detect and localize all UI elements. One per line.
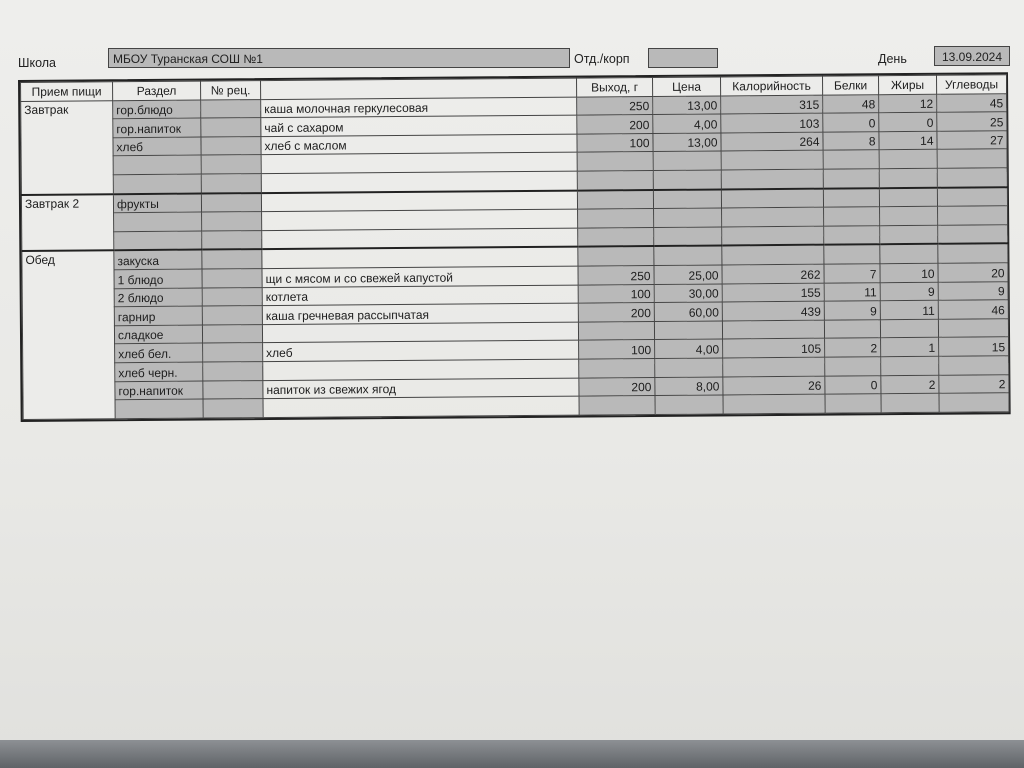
fat-cell: 12: [879, 94, 937, 113]
section-cell: [114, 231, 202, 251]
meal-name-cell: Завтрак 2: [21, 194, 113, 252]
fat-cell: 11: [880, 300, 938, 319]
recipe-no-cell: [202, 230, 262, 250]
table-body: [21, 93, 1009, 419]
column-weight-header: Выход, г: [577, 78, 653, 97]
carbs-cell: 46: [938, 300, 1008, 319]
recipe-no-cell: [201, 174, 261, 194]
weight-cell: [578, 246, 654, 266]
fat-cell: 10: [880, 263, 938, 282]
protein-cell: [824, 319, 880, 338]
calories-cell: 315: [721, 95, 823, 114]
dish-cell: [263, 396, 579, 417]
calories-cell: [721, 188, 823, 208]
school-label: Школа: [18, 56, 56, 70]
carbs-cell: [938, 224, 1008, 244]
fat-cell: 9: [880, 282, 938, 301]
carbs-cell: [937, 168, 1007, 188]
column-protein-header: Белки: [822, 76, 878, 95]
dish-cell: [261, 190, 577, 212]
protein-cell: 0: [825, 375, 881, 394]
weight-cell: [578, 209, 654, 228]
carbs-cell: 20: [938, 263, 1008, 282]
calories-cell: [722, 207, 824, 226]
protein-cell: 7: [824, 264, 880, 283]
protein-cell: 8: [823, 132, 879, 151]
protein-cell: 0: [823, 113, 879, 132]
protein-cell: 2: [825, 338, 881, 357]
protein-cell: [823, 150, 879, 169]
protein-cell: [824, 207, 880, 226]
weight-cell: 200: [578, 303, 654, 322]
price-cell: 13,00: [653, 96, 721, 115]
fat-cell: 2: [881, 375, 939, 394]
weight-cell: [579, 396, 655, 415]
section-cell: хлеб: [113, 137, 201, 156]
protein-cell: [824, 225, 880, 245]
department-field: [648, 48, 718, 68]
section-cell: 1 блюдо: [114, 269, 202, 288]
price-cell: [654, 321, 722, 340]
section-cell: [113, 174, 201, 194]
carbs-cell: 9: [938, 281, 1008, 300]
price-cell: 25,00: [654, 265, 722, 284]
section-cell: сладкое: [114, 325, 202, 344]
carbs-cell: [939, 393, 1009, 412]
protein-cell: 48: [823, 94, 879, 113]
fat-cell: 0: [879, 112, 937, 131]
weight-cell: [577, 170, 653, 190]
protein-cell: 11: [824, 282, 880, 301]
column-dish-header: [261, 78, 577, 99]
section-cell: хлеб черн.: [115, 362, 203, 381]
weight-cell: 100: [578, 284, 654, 303]
dish-cell: хлеб с маслом: [261, 134, 577, 155]
carbs-cell: 2: [939, 374, 1009, 393]
calories-cell: 439: [722, 301, 824, 320]
recipe-no-cell: [203, 399, 263, 418]
recipe-no-cell: [202, 306, 262, 325]
protein-cell: 9: [824, 301, 880, 320]
calories-cell: 155: [722, 283, 824, 302]
price-cell: 30,00: [654, 284, 722, 303]
column-price-header: Цена: [653, 77, 721, 96]
price-cell: 8,00: [655, 376, 723, 395]
fat-cell: [879, 168, 937, 188]
carbs-cell: 15: [939, 337, 1009, 356]
recipe-no-cell: [202, 212, 262, 231]
day-field: 13.09.2024: [934, 46, 1010, 66]
protein-cell: [824, 245, 880, 265]
column-recipe-no-header: № рец.: [201, 81, 261, 100]
price-cell: [655, 358, 723, 377]
section-cell: гор.напиток: [115, 381, 203, 400]
weight-cell: [579, 358, 655, 377]
dish-cell: [261, 152, 577, 173]
recipe-no-cell: [202, 249, 262, 269]
calories-cell: [722, 226, 824, 246]
dish-cell: [262, 228, 578, 250]
price-cell: [653, 170, 721, 190]
dish-cell: чай с сахаром: [261, 115, 577, 136]
calories-cell: 26: [723, 376, 825, 395]
recipe-no-cell: [202, 324, 262, 343]
column-calories-header: Калорийность: [720, 76, 822, 95]
recipe-no-cell: [201, 136, 261, 155]
calories-cell: [721, 151, 823, 170]
weight-cell: [577, 190, 653, 210]
protein-cell: [825, 357, 881, 376]
section-cell: закуска: [114, 250, 202, 270]
section-cell: гор.блюдо: [113, 100, 201, 119]
fat-cell: 14: [879, 131, 937, 150]
recipe-no-cell: [201, 118, 261, 137]
recipe-no-cell: [201, 99, 261, 118]
weight-cell: [577, 152, 653, 171]
price-cell: 4,00: [655, 339, 723, 358]
weight-cell: [578, 321, 654, 340]
menu-table: [20, 74, 1010, 419]
calories-cell: 262: [722, 264, 824, 283]
carbs-cell: [939, 356, 1009, 375]
calories-cell: [722, 320, 824, 339]
department-label: Отд./корп: [574, 52, 630, 66]
fat-cell: [880, 244, 938, 264]
dish-cell: [261, 171, 577, 193]
price-cell: [655, 395, 723, 414]
column-carbs-header: Углеводы: [936, 75, 1006, 94]
carbs-cell: [937, 187, 1007, 207]
meal-name-cell: Завтрак: [21, 100, 114, 194]
carbs-cell: 45: [937, 93, 1007, 112]
price-cell: 13,00: [653, 133, 721, 152]
section-cell: хлеб бел.: [115, 343, 203, 362]
dish-cell: напиток из свежих ягод: [263, 378, 579, 399]
price-cell: [654, 246, 722, 266]
carbs-cell: [937, 149, 1007, 168]
dish-cell: хлеб: [263, 340, 579, 361]
fat-cell: [881, 356, 939, 375]
carbs-cell: [938, 206, 1008, 225]
column-meal-header: Прием пищи: [21, 82, 113, 101]
menu-header: [18, 44, 1010, 74]
price-cell: 4,00: [653, 114, 721, 133]
dish-cell: [263, 359, 579, 380]
price-cell: [654, 227, 722, 247]
protein-cell: [825, 394, 881, 413]
dish-cell: каша гречневая рассыпчатая: [262, 303, 578, 324]
school-name-field: МБОУ Туранская СОШ №1: [108, 48, 570, 68]
carbs-cell: [938, 318, 1008, 337]
section-cell: 2 блюдо: [114, 288, 202, 307]
fat-cell: [879, 187, 937, 207]
recipe-no-cell: [201, 155, 261, 174]
price-cell: [653, 151, 721, 170]
weight-cell: 200: [577, 115, 653, 134]
weight-cell: [578, 227, 654, 247]
column-section-header: Раздел: [113, 81, 201, 100]
price-cell: 60,00: [654, 302, 722, 321]
section-cell: гор.напиток: [113, 118, 201, 137]
section-cell: гарнир: [114, 306, 202, 325]
section-cell: [113, 155, 201, 174]
recipe-no-cell: [203, 343, 263, 362]
calories-cell: [721, 169, 823, 189]
calories-cell: 264: [721, 132, 823, 151]
protein-cell: [823, 188, 879, 208]
fat-cell: [880, 206, 938, 225]
price-cell: [653, 189, 721, 209]
dish-cell: щи с мясом и со свежей капустой: [262, 266, 578, 287]
recipe-no-cell: [203, 361, 263, 380]
carbs-cell: [938, 244, 1008, 264]
calories-cell: [722, 245, 824, 265]
weight-cell: 200: [579, 377, 655, 396]
fat-cell: [880, 225, 938, 245]
fat-cell: 1: [881, 338, 939, 357]
fat-cell: [881, 393, 939, 412]
calories-cell: [723, 394, 825, 413]
weight-cell: 100: [577, 133, 653, 152]
dish-cell: котлета: [262, 285, 578, 306]
column-fat-header: Жиры: [878, 75, 936, 94]
recipe-no-cell: [202, 287, 262, 306]
background-surface: [0, 740, 1024, 768]
meal-name-cell: Обед: [22, 251, 115, 420]
price-cell: [654, 208, 722, 227]
day-label: День: [878, 52, 907, 66]
dish-cell: [262, 322, 578, 343]
weight-cell: 100: [579, 340, 655, 359]
weight-cell: 250: [578, 265, 654, 284]
dish-cell: [262, 247, 578, 269]
section-cell: [115, 399, 203, 418]
weight-cell: 250: [577, 96, 653, 115]
recipe-no-cell: [201, 193, 261, 213]
fat-cell: [879, 150, 937, 169]
carbs-cell: 27: [937, 131, 1007, 150]
section-cell: фрукты: [113, 193, 201, 213]
carbs-cell: 25: [937, 112, 1007, 131]
dish-cell: [262, 209, 578, 230]
section-cell: [114, 212, 202, 231]
dish-cell: каша молочная геркулесовая: [261, 97, 577, 118]
calories-cell: 105: [723, 338, 825, 357]
protein-cell: [823, 169, 879, 189]
calories-cell: 103: [721, 113, 823, 132]
recipe-no-cell: [203, 380, 263, 399]
menu-table-frame: [18, 72, 1011, 421]
calories-cell: [723, 357, 825, 376]
recipe-no-cell: [202, 269, 262, 288]
fat-cell: [880, 319, 938, 338]
